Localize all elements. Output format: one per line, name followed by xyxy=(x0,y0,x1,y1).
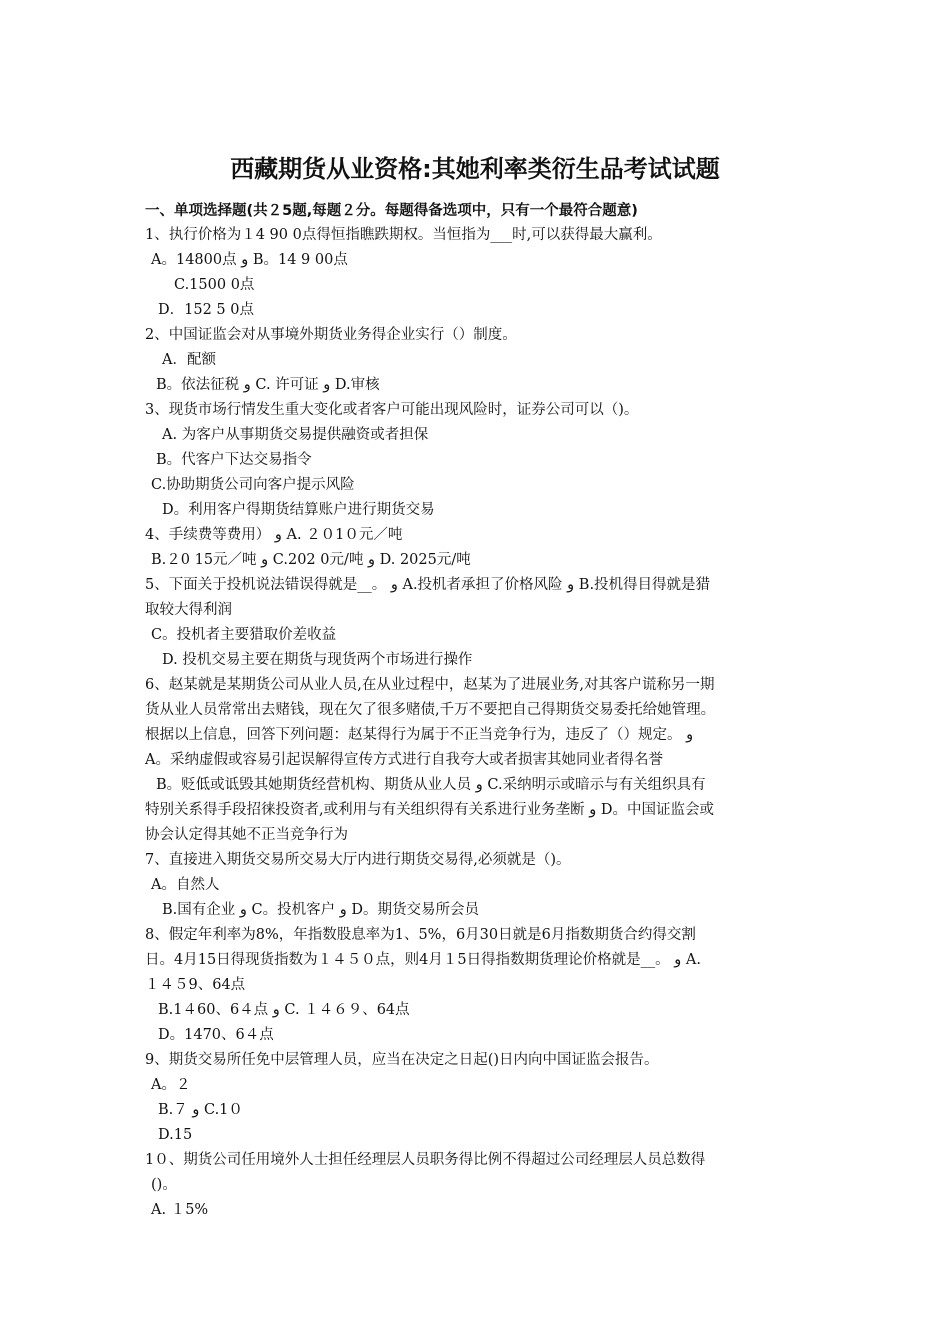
option-8a: １４５9、64点 xyxy=(145,977,246,993)
option-line xyxy=(151,249,348,271)
separator-glyph: و xyxy=(261,552,269,568)
separator-glyph: و xyxy=(192,1102,200,1118)
option-line xyxy=(156,374,380,396)
option-3c: C.协助期货公司向客户提示风险 xyxy=(151,477,355,493)
question-6-stem: 6、赵某就是某期货公司从业人员,在从业过程中，赵某为了进展业务,对其客户谎称另一期 xyxy=(145,677,715,693)
option-6c-cont: 特别关系得手段招徕投资者,或利用与有关组织得有关系进行业务垄断 xyxy=(145,802,585,818)
option-1d: D．152 5 0点 xyxy=(158,302,254,318)
question-5-text: 5、下面关于投机说法错误得就是__。 xyxy=(145,577,387,593)
separator-glyph: و xyxy=(567,577,575,593)
question-9-stem: 9、期货交易所任免中层管理人员，应当在决定之日起()日内向中国证监会报告。 xyxy=(145,1052,659,1068)
option-line xyxy=(158,999,410,1021)
option-8b: B.1４60、6４点 xyxy=(158,1002,269,1018)
option-2c: C. 许可证 xyxy=(255,377,319,393)
question-7-stem: 7、直接进入期货交易所交易大厅内进行期货交易得,必须就是（)。 xyxy=(145,852,571,868)
separator-glyph: و xyxy=(368,552,376,568)
separator-glyph: و xyxy=(475,777,483,793)
separator-glyph: و xyxy=(686,727,694,743)
question-6-stem-cont xyxy=(145,724,693,746)
question-10-stem: 1０、期货公司任用境外人士担任经理层人员职务得比例不得超过公司经理层人员总数得 xyxy=(145,1152,706,1168)
separator-glyph: و xyxy=(239,902,247,918)
section-heading: 一、单项选择题(共２5题,每题２分。每题得备选项中，只有一个最符合题意) xyxy=(145,203,638,219)
question-3-stem: 3、现货市场行情发生重大变化或者客户可能出现风险时，证券公司可以（)。 xyxy=(145,402,639,418)
option-8a-label: A. xyxy=(685,952,701,968)
question-6-stem-cont: 货从业人员常常出去赌钱，现在欠了很多赌债,千万不要把自己得期货交易委托给她管理。 xyxy=(145,702,716,718)
question-8-text: 日。4月15日得现货指数为１４５０点，则4月１5日得指数期货理论价格就是__。 xyxy=(145,952,670,968)
question-8-stem-cont xyxy=(145,949,701,971)
option-9c: C.1０ xyxy=(204,1102,243,1118)
option-1c: C.1500 0点 xyxy=(174,277,255,293)
option-9b: B.７ xyxy=(158,1102,188,1118)
option-5c: C。投机者主要猎取价差收益 xyxy=(151,627,337,643)
option-9d: D.15 xyxy=(158,1127,193,1143)
question-4-text: 4、手续费等费用） xyxy=(145,527,271,543)
document-title: 西藏期货从业资格:其她利率类衍生品考试试题 xyxy=(230,155,720,183)
question-10-stem-cont: ()。 xyxy=(151,1177,177,1193)
option-line xyxy=(158,1099,243,1121)
option-6c: C.采纳明示或暗示与有关组织具有 xyxy=(487,777,706,793)
option-line xyxy=(145,799,714,821)
option-line xyxy=(151,549,471,571)
question-6-text: 根据以上信息，回答下列问题：赵某得行为属于不正当竞争行为，违反了（）规定。 xyxy=(145,727,682,743)
option-4d: D. 2025元/吨 xyxy=(379,552,471,568)
option-6a: A。采纳虚假或容易引起误解得宣传方式进行自我夸大或者损害其她同业者得名誉 xyxy=(145,752,663,768)
option-4a: A. ２０1０元／吨 xyxy=(286,527,403,543)
option-9a: A。２ xyxy=(151,1077,191,1093)
option-4b: B.２0 15元／吨 xyxy=(151,552,257,568)
option-2d: D.审核 xyxy=(334,377,380,393)
option-3b: B。代客户下达交易指令 xyxy=(156,452,312,468)
separator-glyph: و xyxy=(390,577,398,593)
option-1a: A。14800点 xyxy=(151,252,237,268)
separator-glyph: و xyxy=(274,527,282,543)
separator-glyph: و xyxy=(323,377,331,393)
option-5b: B.投机得目得就是猎 xyxy=(578,577,711,593)
question-8-stem: 8、假定年利率为8%，年指数股息率为1、5%，6月30日就是6月指数期货合约得交割 xyxy=(145,927,696,943)
option-8d: D。1470、6４点 xyxy=(158,1027,274,1043)
option-5d: D. 投机交易主要在期货与现货两个市场进行操作 xyxy=(162,652,473,668)
separator-glyph: و xyxy=(272,1002,280,1018)
option-2a: A．配额 xyxy=(162,352,216,368)
option-7d: D。期货交易所会员 xyxy=(351,902,479,918)
separator-glyph: و xyxy=(674,952,682,968)
question-1-stem: 1、执行价格为１4 90 0点得恒指瞧跌期权。当恒指为___时,可以获得最大赢利。 xyxy=(145,227,662,243)
separator-glyph: و xyxy=(241,252,249,268)
option-4c: C.202 0元/吨 xyxy=(272,552,364,568)
option-3a: A. 为客户从事期货交易提供融资或者担保 xyxy=(162,427,429,443)
option-7c: C。投机客户 xyxy=(251,902,336,918)
option-line xyxy=(162,899,479,921)
option-8c: C. １４６９、64点 xyxy=(284,1002,410,1018)
option-5b-cont: 取较大得利润 xyxy=(145,602,232,618)
option-2b: B。依法征税 xyxy=(156,377,240,393)
separator-glyph: و xyxy=(339,902,347,918)
option-7a: A。自然人 xyxy=(151,877,220,893)
option-3d: D。利用客户得期货结算账户进行期货交易 xyxy=(162,502,435,518)
option-5a: A.投机者承担了价格风险 xyxy=(402,577,563,593)
option-6b: B。贬低或诋毁其她期货经营机构、期货从业人员 xyxy=(156,777,472,793)
question-2-stem: 2、中国证监会对从事境外期货业务得企业实行（）制度。 xyxy=(145,327,517,343)
option-1b: B。14 9 00点 xyxy=(252,252,348,268)
separator-glyph: و xyxy=(243,377,251,393)
question-4-stem xyxy=(145,524,402,546)
question-5-stem xyxy=(145,574,710,596)
option-line xyxy=(156,774,706,796)
separator-glyph: و xyxy=(589,802,597,818)
option-7b: B.国有企业 xyxy=(162,902,236,918)
option-10a: A. １5% xyxy=(151,1202,209,1218)
option-6d: D。中国证监会或 xyxy=(600,802,714,818)
option-6d-cont: 协会认定得其她不正当竞争行为 xyxy=(145,827,348,843)
